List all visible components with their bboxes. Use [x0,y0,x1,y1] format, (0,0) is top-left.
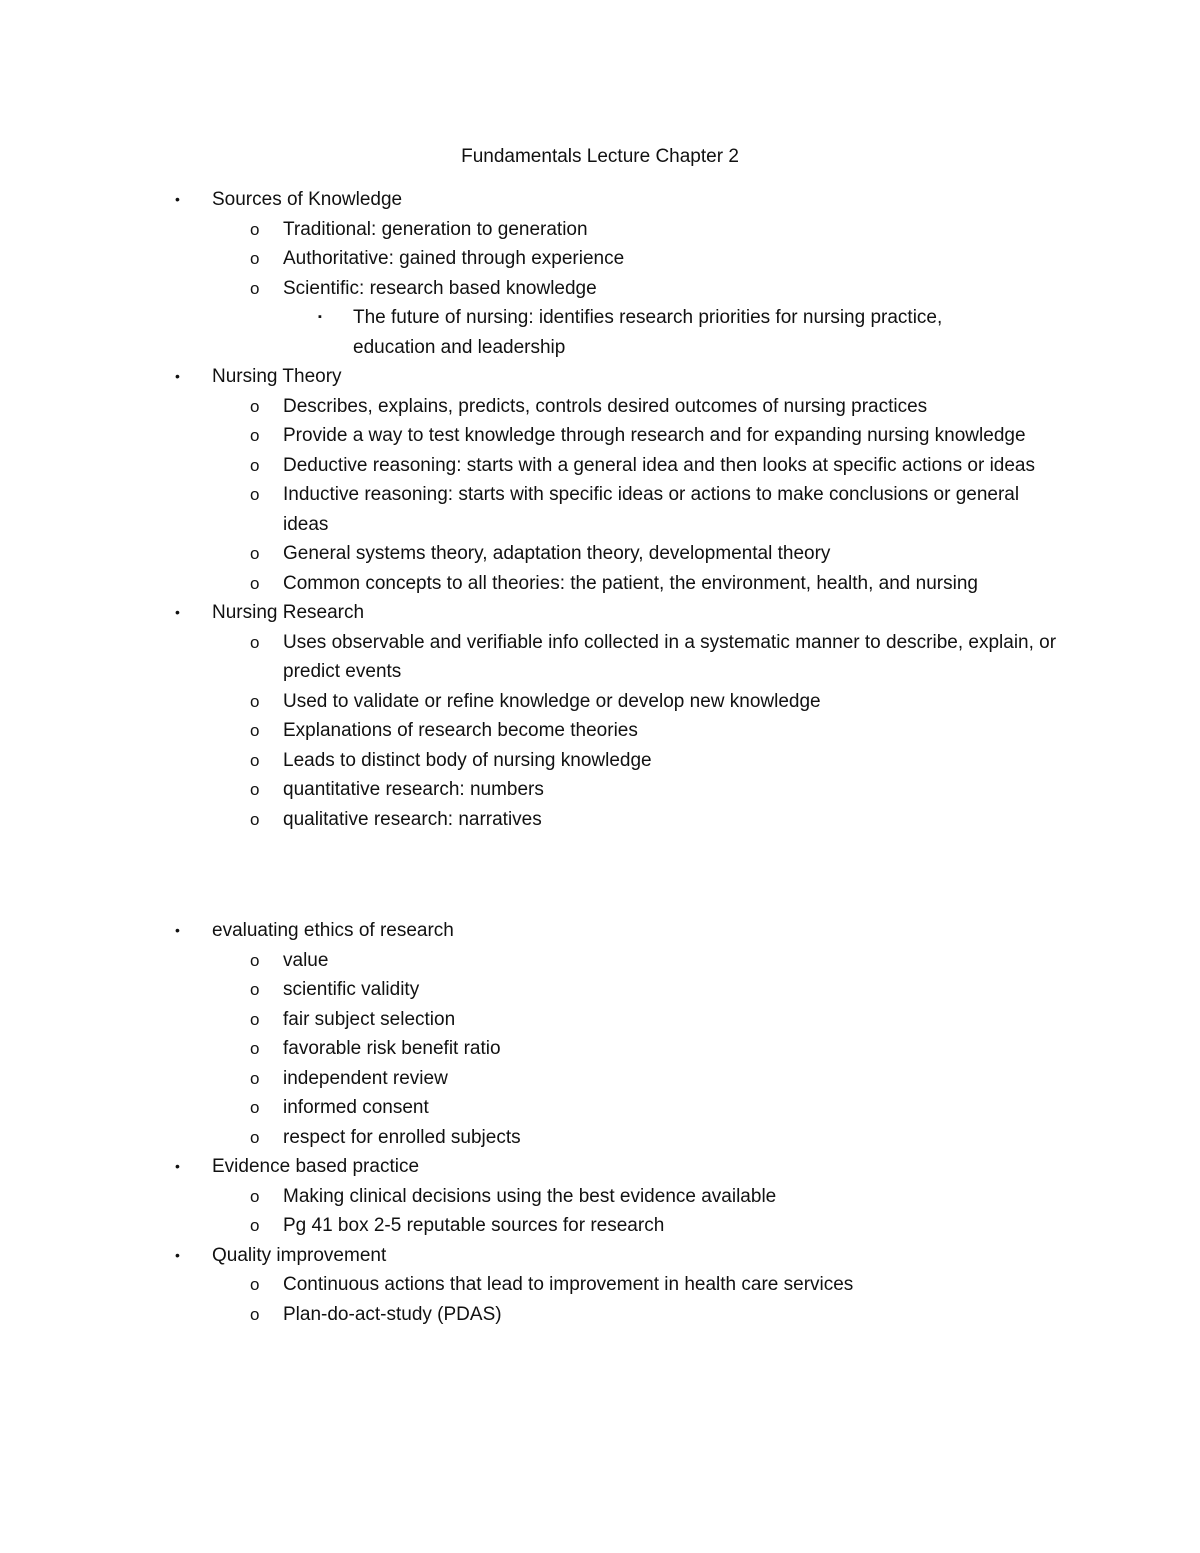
list-item [0,805,1200,835]
section-heading-nursing-theory [0,362,1200,392]
list-item-text: Sources of Knowledge [212,189,403,210]
list-item [0,1123,1200,1153]
bullet-marker: o [250,950,260,970]
list-item [0,975,1200,1005]
list-item [0,687,1200,717]
list-item-text: General systems theory, adaptation theory, developmental theory [283,543,831,564]
list-item-text: Nursing Theory [212,366,342,387]
list-item-text: independent review [283,1067,448,1089]
list-item [0,392,1200,422]
list-item [0,569,1200,599]
list-item-text: Quality improvement [212,1244,387,1266]
list-item [0,628,1200,687]
list-item [0,746,1200,776]
bullet-marker: o [250,219,260,239]
list-item-text: Scientific: research based knowledge [283,277,597,299]
list-item [0,1064,1200,1094]
list-item [0,716,1200,746]
list-item-text: Traditional: generation to generation [283,218,588,240]
page-title: Fundamentals Lecture Chapter 2 [461,146,739,167]
section-heading-sources-of-knowledge [0,185,1200,215]
list-item-text: respect for enrolled subjects [283,1126,521,1148]
list-item-text: Making clinical decisions using the best evidence available [283,1185,777,1207]
bullet-marker: o [250,1098,260,1117]
list-item-text: favorable risk benefit ratio [283,1038,501,1059]
list-item-text: Evidence based practice [212,1156,420,1177]
list-item [0,1093,1200,1123]
section-heading-quality-improvement [0,1241,1200,1271]
bullet-marker: o [250,809,260,829]
bullet-marker: o [250,1039,260,1058]
bullet-marker: o [250,780,260,799]
bullet-marker: o [250,1216,260,1235]
list-item-text: qualitative research: narratives [283,808,542,830]
list-item [0,480,1200,539]
list-item [0,946,1200,976]
section-heading-nursing-research [0,598,1200,628]
list-item-text: fair subject selection [283,1008,456,1030]
list-subitem [0,303,1200,362]
list-item-text: evaluating ethics of research [212,920,454,941]
notes-block-upper [0,185,1200,834]
list-item [0,1182,1200,1212]
bullet-marker: o [250,1068,260,1088]
bullet-marker: o [250,426,260,445]
list-item-text: Inductive reasoning: starts with specific ideas or actions to make conclusions or general ideas [283,484,1020,535]
bullet-marker: o [250,1304,260,1324]
bullet-marker: o [250,544,260,563]
bullet-marker: o [250,750,260,770]
list-item-text: Continuous actions that lead to improvement in health care services [283,1274,854,1295]
bullet-marker: o [250,485,260,504]
list-item [0,421,1200,451]
list-item-text: Provide a way to test knowledge through research and for expanding nursing knowledge [283,425,1026,446]
list-item [0,1270,1200,1300]
bullet-marker: o [250,249,260,268]
list-item [0,244,1200,274]
list-item-text: Leads to distinct body of nursing knowledge [283,749,652,771]
list-item [0,451,1200,481]
list-item-text: quantitative research: numbers [283,779,544,800]
list-item [0,215,1200,245]
bullet-marker: • [175,1246,180,1263]
list-item [0,1034,1200,1064]
list-item-text: Authoritative: gained through experience [283,248,625,269]
bullet-marker: • [175,922,180,938]
list-item-text: Plan-do-act-study (PDAS) [283,1303,502,1325]
bullet-marker: o [250,573,260,593]
bullet-marker: • [175,191,180,207]
bullet-marker: o [250,691,260,711]
bullet-marker: o [250,278,260,298]
list-item [0,1300,1200,1330]
list-item [0,1211,1200,1241]
list-item-text: scientific validity [283,979,420,1000]
list-item [0,274,1200,304]
list-item-text: Uses observable and verifiable info collected in a systematic manner to describe, explain, or predict events [283,631,1057,682]
bullet-marker: o [250,396,260,416]
bullet-marker: ▪ [318,311,322,323]
bullet-marker: o [250,1009,260,1029]
section-heading-evidence-based-practice [0,1152,1200,1182]
bullet-marker: • [175,604,180,620]
list-item-text: Used to validate or refine knowledge or develop new knowledge [283,690,821,712]
list-item-text: Describes, explains, predicts, controls desired outcomes of nursing practices [283,395,928,417]
list-item-text: Deductive reasoning: starts with a general idea and then looks at specific actions or ideas [283,454,1035,476]
bullet-marker: o [250,1275,260,1294]
list-item-text: Nursing Research [212,602,365,623]
bullet-marker: o [250,455,260,475]
bullet-marker: o [250,1127,260,1147]
bullet-marker: o [250,980,260,999]
bullet-marker: o [250,721,260,740]
list-item-text: Pg 41 box 2-5 reputable sources for research [283,1215,665,1236]
list-item-text: informed consent [283,1097,429,1118]
list-item-text: The future of nursing: identifies research priorities for nursing practice, education and leadership [353,307,943,358]
bullet-marker: o [250,1186,260,1206]
list-item [0,1005,1200,1035]
bullet-marker: o [250,632,260,652]
notes-block-lower [0,916,1200,1329]
list-item [0,539,1200,569]
section-heading-evaluating-ethics [0,916,1200,946]
list-item-text: Explanations of research become theories [283,720,638,741]
list-item-text: value [283,949,329,971]
bullet-marker: • [175,1158,180,1174]
list-item [0,775,1200,805]
bullet-marker: • [175,368,180,384]
list-item-text: Common concepts to all theories: the patient, the environment, health, and nursing [283,572,978,594]
